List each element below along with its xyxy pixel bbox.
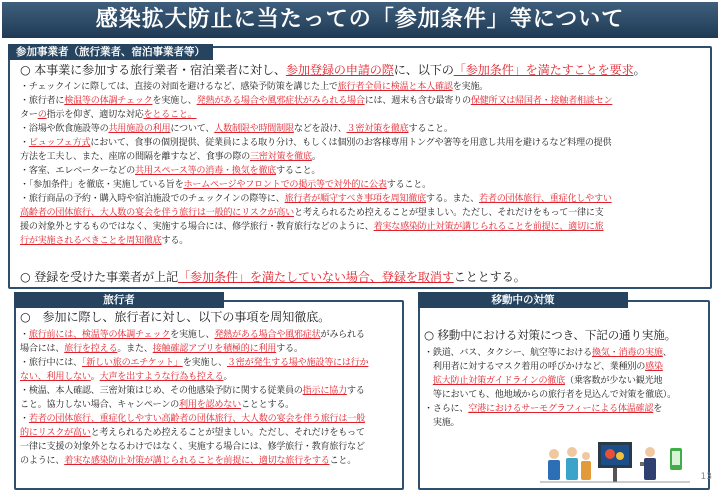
operators-label: 参加事業者（旅行業者、宿泊事業者等） <box>8 44 213 60</box>
list-item <box>20 178 710 192</box>
body-text: こと。協力しない場合、キャンペーンの <box>20 400 180 410</box>
travelers-lead: ○ 参加に際し、旅行者に対し、以下の事項を周知徹底。 <box>20 310 331 324</box>
emphasis-text: 旅行前には、検温等の体調チェック <box>28 330 171 340</box>
list-item <box>424 360 708 374</box>
list-item <box>20 454 400 468</box>
body-text: と考えられるため控えることが望ましい。ただし、それだけをもって一律に支 <box>293 208 604 218</box>
operators-lead <box>20 63 710 78</box>
list-item <box>424 388 708 402</box>
operators-closing <box>20 270 710 285</box>
body-text: ・「参加条件」を徹底・実施している旨を <box>20 180 184 190</box>
body-text: 実施。 <box>424 418 460 428</box>
body-text: と考えられるため控えることが望ましい。ただし、それだけをもって <box>90 428 365 438</box>
list-item <box>424 346 708 360</box>
body-text: する <box>346 386 365 396</box>
emphasis-text: 接触確認アプリを積極的に利用 <box>152 344 277 354</box>
emphasis-text: ビュッフェ方式 <box>28 138 91 148</box>
moving-items <box>424 346 708 430</box>
emphasis-text: 「参加条件」を満たしていない場合、登録を取消す <box>177 270 454 284</box>
body-text: ・浴場や飲食施設等の <box>20 124 109 134</box>
list-item <box>20 192 710 206</box>
airport-thermography-illustration <box>540 432 690 488</box>
body-text: （乗客数が少ない観光地 <box>564 376 663 386</box>
emphasis-text: 検温等の体調チェック <box>64 96 153 106</box>
emphasis-text: 着実な感染防止対策が講じられることを前提に、適切な旅行をする <box>64 456 330 466</box>
list-item <box>20 136 710 150</box>
body-text: ・検温、本人確認、三密対策はじめ、その他感染予防に関する従業員の <box>20 386 303 396</box>
list-item <box>20 220 710 234</box>
emphasis-text: ない、利用しない <box>20 372 91 382</box>
travelers-label: 旅行者 <box>14 292 224 308</box>
body-text <box>424 376 433 386</box>
emphasis-text: 旅行を控える <box>64 344 118 354</box>
emphasis-text: 共用施設の利用 <box>108 124 171 134</box>
emphasis-text: 若者の団体旅行、重症化しやすい高齢者の団体旅行、大人数の宴会を伴う旅行は一般 <box>28 414 365 424</box>
list-item <box>20 234 710 248</box>
body-text: ・旅行中には、 <box>20 358 82 368</box>
list-item <box>424 374 708 388</box>
body-text: ・チェックインに際しては、直接の対面を避けるなど、感染予防策を講じた上で <box>20 82 338 92</box>
body-text: ・ <box>20 414 29 424</box>
travelers-items <box>20 328 400 468</box>
body-text: 援の対象外とするものではなく、実施する場合には、修学旅行・教育旅行などのように、 <box>20 222 374 232</box>
body-text: ・旅行商品の予約・購入時や宿泊施設でのチェックインの際等に、 <box>20 194 285 204</box>
emphasis-text: ホームページやフロントでの掲示等で対外的に公表 <box>183 180 387 190</box>
emphasis-text: 共用スペース等の消毒・換気を徹底 <box>134 166 277 176</box>
body-text: 方法を工夫し、また、座席の間隔を離すなど、食事の際の <box>20 152 250 162</box>
body-text: ター <box>20 110 38 120</box>
body-text: すること。 <box>386 180 431 190</box>
body-text: 。 <box>633 63 646 77</box>
body-text: 。 <box>90 372 100 382</box>
list-item <box>20 80 710 94</box>
list-item <box>20 150 710 164</box>
list-item <box>20 412 400 426</box>
body-text: 等においても、他地域からの旅行者を見込んで対策を徹底）。 <box>424 390 676 400</box>
list-item <box>20 426 400 440</box>
body-text: すること。 <box>408 124 453 134</box>
emphasis-text: 発熱がある場合や風邪症状 <box>214 330 321 340</box>
emphasis-text: 大声を出すような行為も控える <box>99 372 224 382</box>
body-text: すること。 <box>276 166 321 176</box>
body-text: 。 <box>311 152 321 162</box>
body-text: 、 <box>662 348 672 358</box>
body-text: などを設け、 <box>293 124 347 134</box>
emphasis-text: の <box>37 110 47 120</box>
list-item <box>20 122 710 136</box>
body-text: 利用者に対するマスク着用の呼びかけなど、業種別の <box>424 362 646 372</box>
emphasis-text: 行が実施されるべきことを周知徹底 <box>20 236 162 246</box>
list-item <box>20 342 400 356</box>
emphasis-text: 的にリスクが高い <box>20 428 91 438</box>
body-text: ・鉄道、バス、タクシー、航空等における <box>424 348 592 358</box>
emphasis-text: 指示に協力 <box>302 386 347 396</box>
emphasis-text: 旅行者が順守すべき事項を周知徹底 <box>284 194 426 204</box>
emphasis-text: ３密が発生する場や施設等には行か <box>226 358 369 368</box>
list-item <box>20 370 400 384</box>
list-item <box>20 94 710 108</box>
emphasis-text: 発熱がある場合や風邪症状がみられる場合 <box>196 96 365 106</box>
emphasis-text: 人数制限や時間制限 <box>214 124 294 134</box>
emphasis-text: 「参加条件」を満たすことを要求 <box>453 63 634 77</box>
body-text: のように、 <box>20 456 65 466</box>
body-text: ・ <box>20 138 29 148</box>
body-text: 。 <box>223 372 233 382</box>
emphasis-text: 拡大防止対策ガイドラインの徹底 <box>432 376 565 386</box>
list-item <box>20 398 400 412</box>
body-text: する。 <box>276 344 303 354</box>
body-text: ○ 登録を受けた事業者が上記 <box>20 270 178 284</box>
emphasis-text: 参加登録の申請の際 <box>285 63 394 77</box>
page-number: 13 <box>700 472 712 482</box>
operators-items <box>20 80 710 248</box>
body-text: 場合には、 <box>20 344 65 354</box>
body-text: において、食事の個別提供、従業員による取り分け、もしくは個別のお客様専用トングや箸等を用意し共用を避けるなど料理の提供 <box>90 138 612 148</box>
body-text: 。また、 <box>117 344 153 354</box>
page-title: 感染拡大防止に当たっての「参加条件」等について <box>2 2 718 38</box>
body-text: を実施し、 <box>170 330 215 340</box>
emphasis-text: 旅行者全員に検温と本人確認 <box>337 82 453 92</box>
body-text: ・ <box>20 330 29 340</box>
body-text: こと。 <box>329 456 357 466</box>
list-item <box>20 328 400 342</box>
list-item <box>20 108 710 122</box>
emphasis-text: 利用を認めない <box>179 400 241 410</box>
emphasis-text: 三密対策を徹底 <box>249 152 312 162</box>
body-text: に、以下の <box>393 63 454 77</box>
emphasis-text: 空港におけるサーモグラフィーによる体温確認 <box>468 404 654 414</box>
body-text: こととする。 <box>453 270 526 284</box>
body-text: を実施し、 <box>182 358 227 368</box>
emphasis-text: ３密対策を徹底 <box>346 124 409 134</box>
list-item <box>424 402 708 416</box>
list-item <box>20 356 400 370</box>
body-text: ・客室、エレベーターなどの <box>20 166 135 176</box>
emphasis-text: 換気・消毒の実施 <box>591 348 663 358</box>
body-text: を実施。 <box>452 82 489 92</box>
body-text: がみられる <box>320 330 365 340</box>
list-item <box>20 164 710 178</box>
body-text: ・旅行者に <box>20 96 65 106</box>
emphasis-text: 高齢者の団体旅行、大人数の宴会を伴う旅行は一般的にリスクが高い <box>20 208 294 218</box>
emphasis-text: 若者の団体旅行、重症化しやすい <box>479 194 612 204</box>
body-text: ○ 本事業に参加する旅行業者・宿泊業者に対し、 <box>20 63 286 77</box>
body-text: について、 <box>170 124 215 134</box>
emphasis-text: 着実な感染防止対策が講じられることを前提に、適切に旅 <box>373 222 604 232</box>
body-text: こととする。 <box>240 400 295 410</box>
body-text: ・さらに、 <box>424 404 469 414</box>
body-text: する。 <box>161 236 189 246</box>
body-text: には、週末も含む最寄りの <box>364 96 471 106</box>
emphasis-text: をとること。 <box>143 110 197 120</box>
list-item <box>20 440 400 454</box>
body-text: する。また、 <box>425 194 479 204</box>
list-item <box>20 384 400 398</box>
body-text: を実施し、 <box>152 96 197 106</box>
body-text: 指示を仰ぎ、適切な対応 <box>46 110 144 120</box>
emphasis-text: 「新しい旅のエチケット」 <box>81 358 183 368</box>
list-item <box>424 416 708 430</box>
emphasis-text: 保健所又は帰国者・接触者相談セン <box>470 96 613 106</box>
moving-label: 移動中の対策 <box>418 292 628 308</box>
body-text: を <box>653 404 663 414</box>
emphasis-text: 感染 <box>645 362 663 372</box>
list-item <box>20 206 710 220</box>
body-text: 一律に支援の対象外となるわけではなく、実施する場合には、修学旅行・教育旅行など <box>20 442 365 452</box>
moving-lead: ○ 移動中における対策につき、下記の通り実施。 <box>424 328 676 342</box>
